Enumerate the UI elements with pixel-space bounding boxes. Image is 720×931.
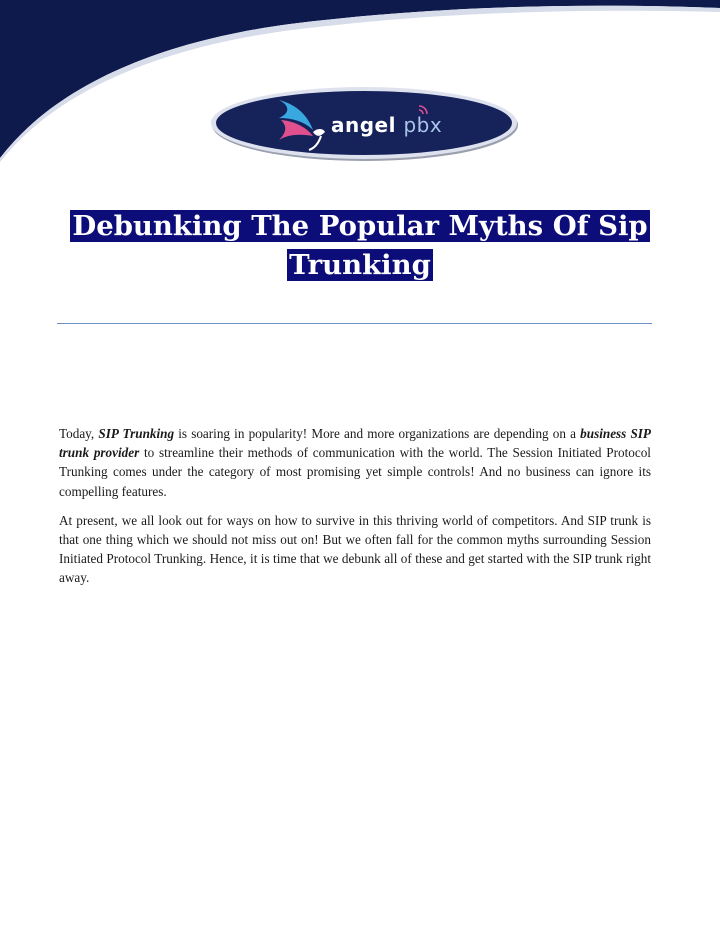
logo-word: angel (331, 113, 396, 137)
paragraph-text: Today, (59, 426, 99, 441)
business-sip-trunk-provider-emphasis: business SIP trunk provider (59, 426, 651, 461)
document-body (59, 424, 651, 598)
document-title (40, 207, 680, 285)
document-title-text: Debunking The Popular Myths Of Sip Trunking (72, 210, 648, 281)
body-paragraph: At present, we all look out for ways on how to survive in this thriving world of competitors. And SIP trunk is that one thing which we should not miss out on! But we often fall for the common myths surrounding Session Initiated Protocol Trunking. Hence, it is time that we debunk all of these and get started with the SIP trunk right away. (59, 512, 651, 586)
logo-wordmark (331, 113, 442, 137)
paragraph-text: is soaring in popularity! More and more organizations are depending on a (174, 426, 581, 441)
paragraph-text: to streamline their methods of communication with the world. The Session Initiated Protocol Trunking comes under the category of most promising yet simple controls! And no business can ignore its compelling features. (59, 445, 651, 499)
logo-suffix: pbx (403, 113, 443, 137)
sip-trunking-emphasis: SIP Trunking (98, 426, 175, 441)
title-divider (57, 323, 652, 324)
body-paragraph (59, 424, 651, 501)
